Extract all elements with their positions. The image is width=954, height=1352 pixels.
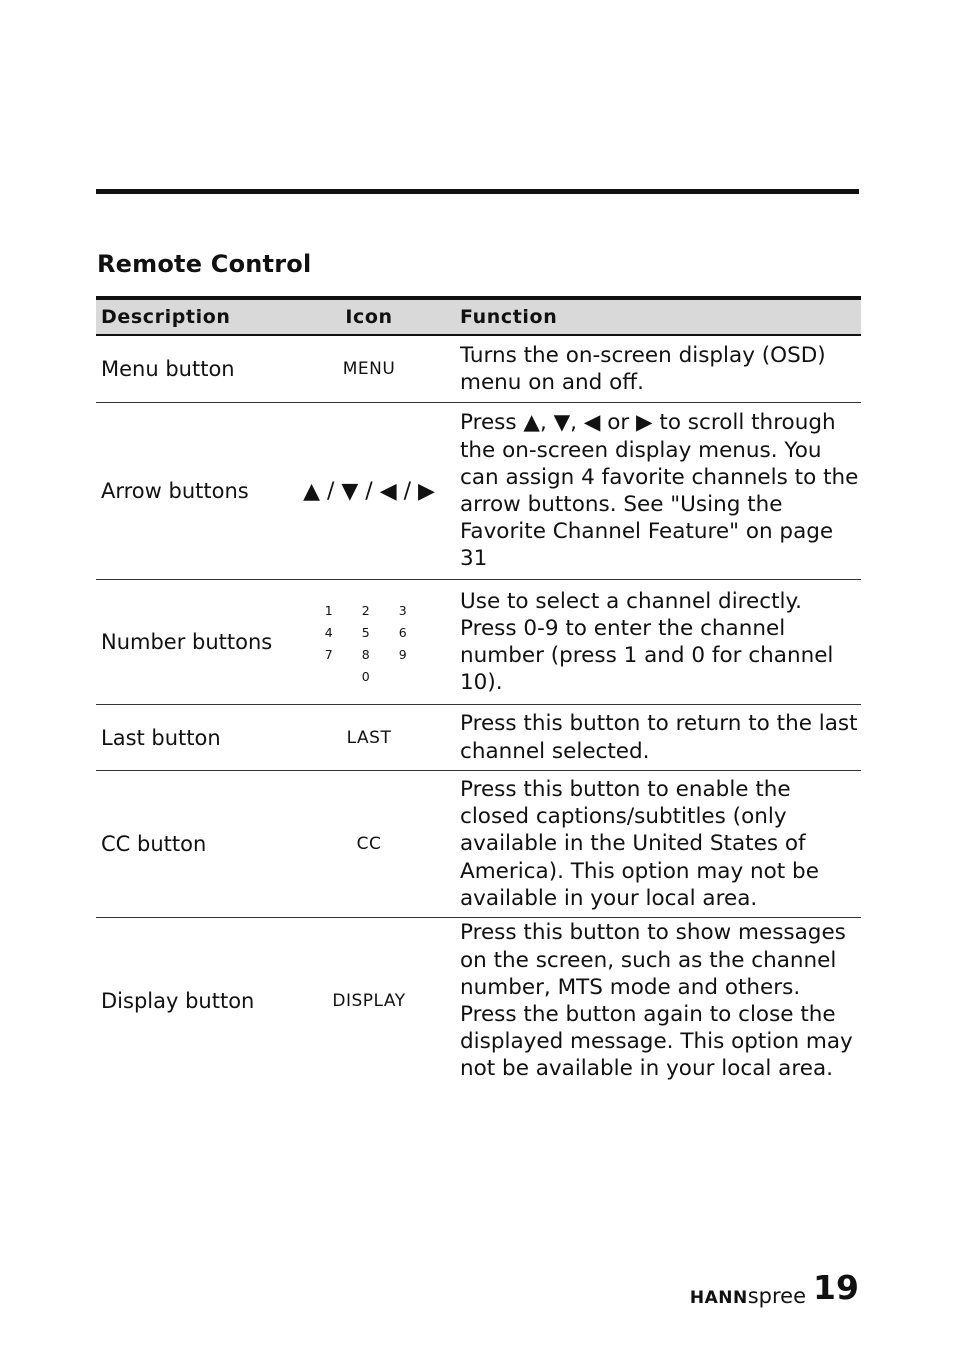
page-number: 19 — [813, 1268, 859, 1307]
row-function: Press this button to show messages on the screen, such as the channel number, MTS mode and others. Press the button again to close the displayed message. This option may not be available in your local area. — [460, 920, 853, 1082]
digit-8: 8 — [361, 646, 371, 662]
cc-icon: CC — [356, 834, 382, 854]
menu-icon: MENU — [342, 359, 396, 379]
number-keypad-icon — [284, 600, 454, 685]
arrow-icons: ▲ / ▼ / ◀ / ▶ — [303, 478, 435, 504]
row-function: Press this button to enable the closed captions/subtitles (only available in the United States of America). This option may not be available in your local area. — [460, 777, 819, 911]
digit-2: 2 — [361, 602, 371, 618]
brand-logo — [690, 1284, 806, 1308]
row-description: Last button — [101, 725, 221, 750]
table-header — [96, 296, 861, 336]
row-description: Menu button — [101, 357, 235, 381]
digit-4: 4 — [324, 624, 334, 640]
section-title: Remote Control — [97, 250, 312, 278]
table-row — [96, 336, 861, 403]
digit-9: 9 — [398, 646, 408, 662]
digit-3: 3 — [398, 602, 408, 618]
table-row — [96, 403, 861, 580]
digit-7: 7 — [324, 646, 334, 662]
brand-bold: HANN — [689, 1288, 748, 1308]
row-description: Number buttons — [101, 630, 273, 654]
remote-control-table — [96, 296, 861, 1084]
row-description: CC button — [101, 832, 207, 856]
display-icon: DISPLAY — [332, 991, 406, 1011]
row-description: Display button — [101, 989, 255, 1013]
table-row — [96, 705, 861, 771]
last-icon: LAST — [346, 727, 392, 748]
digit-0: 0 — [361, 668, 371, 684]
table-row — [96, 918, 861, 1084]
row-description: Arrow buttons — [101, 479, 249, 503]
row-function: Press this button to return to the last channel selected. — [460, 711, 858, 764]
table-row — [96, 580, 861, 705]
row-function: Turns the on-screen display (OSD) menu on and off. — [460, 342, 826, 395]
table-row — [96, 771, 861, 918]
row-function: Use to select a channel directly. Press 0-9 to enter the channel number (press 1 and 0 for channel 10). — [460, 588, 834, 696]
digit-1: 1 — [324, 602, 334, 618]
header-icon: Icon — [345, 306, 393, 328]
brand-light: spree — [747, 1284, 806, 1308]
header-function: Function — [460, 306, 558, 328]
digit-5: 5 — [361, 624, 371, 640]
top-rule — [96, 189, 859, 194]
row-function: Press ▲, ▼, ◀ or ▶ to scroll through the on-screen display menus. You can assign 4 favorite channels to the arrow buttons. See "Using the Favorite Channel Feature" on page 31 — [460, 410, 859, 572]
digit-6: 6 — [398, 624, 408, 640]
header-description: Description — [101, 306, 231, 328]
